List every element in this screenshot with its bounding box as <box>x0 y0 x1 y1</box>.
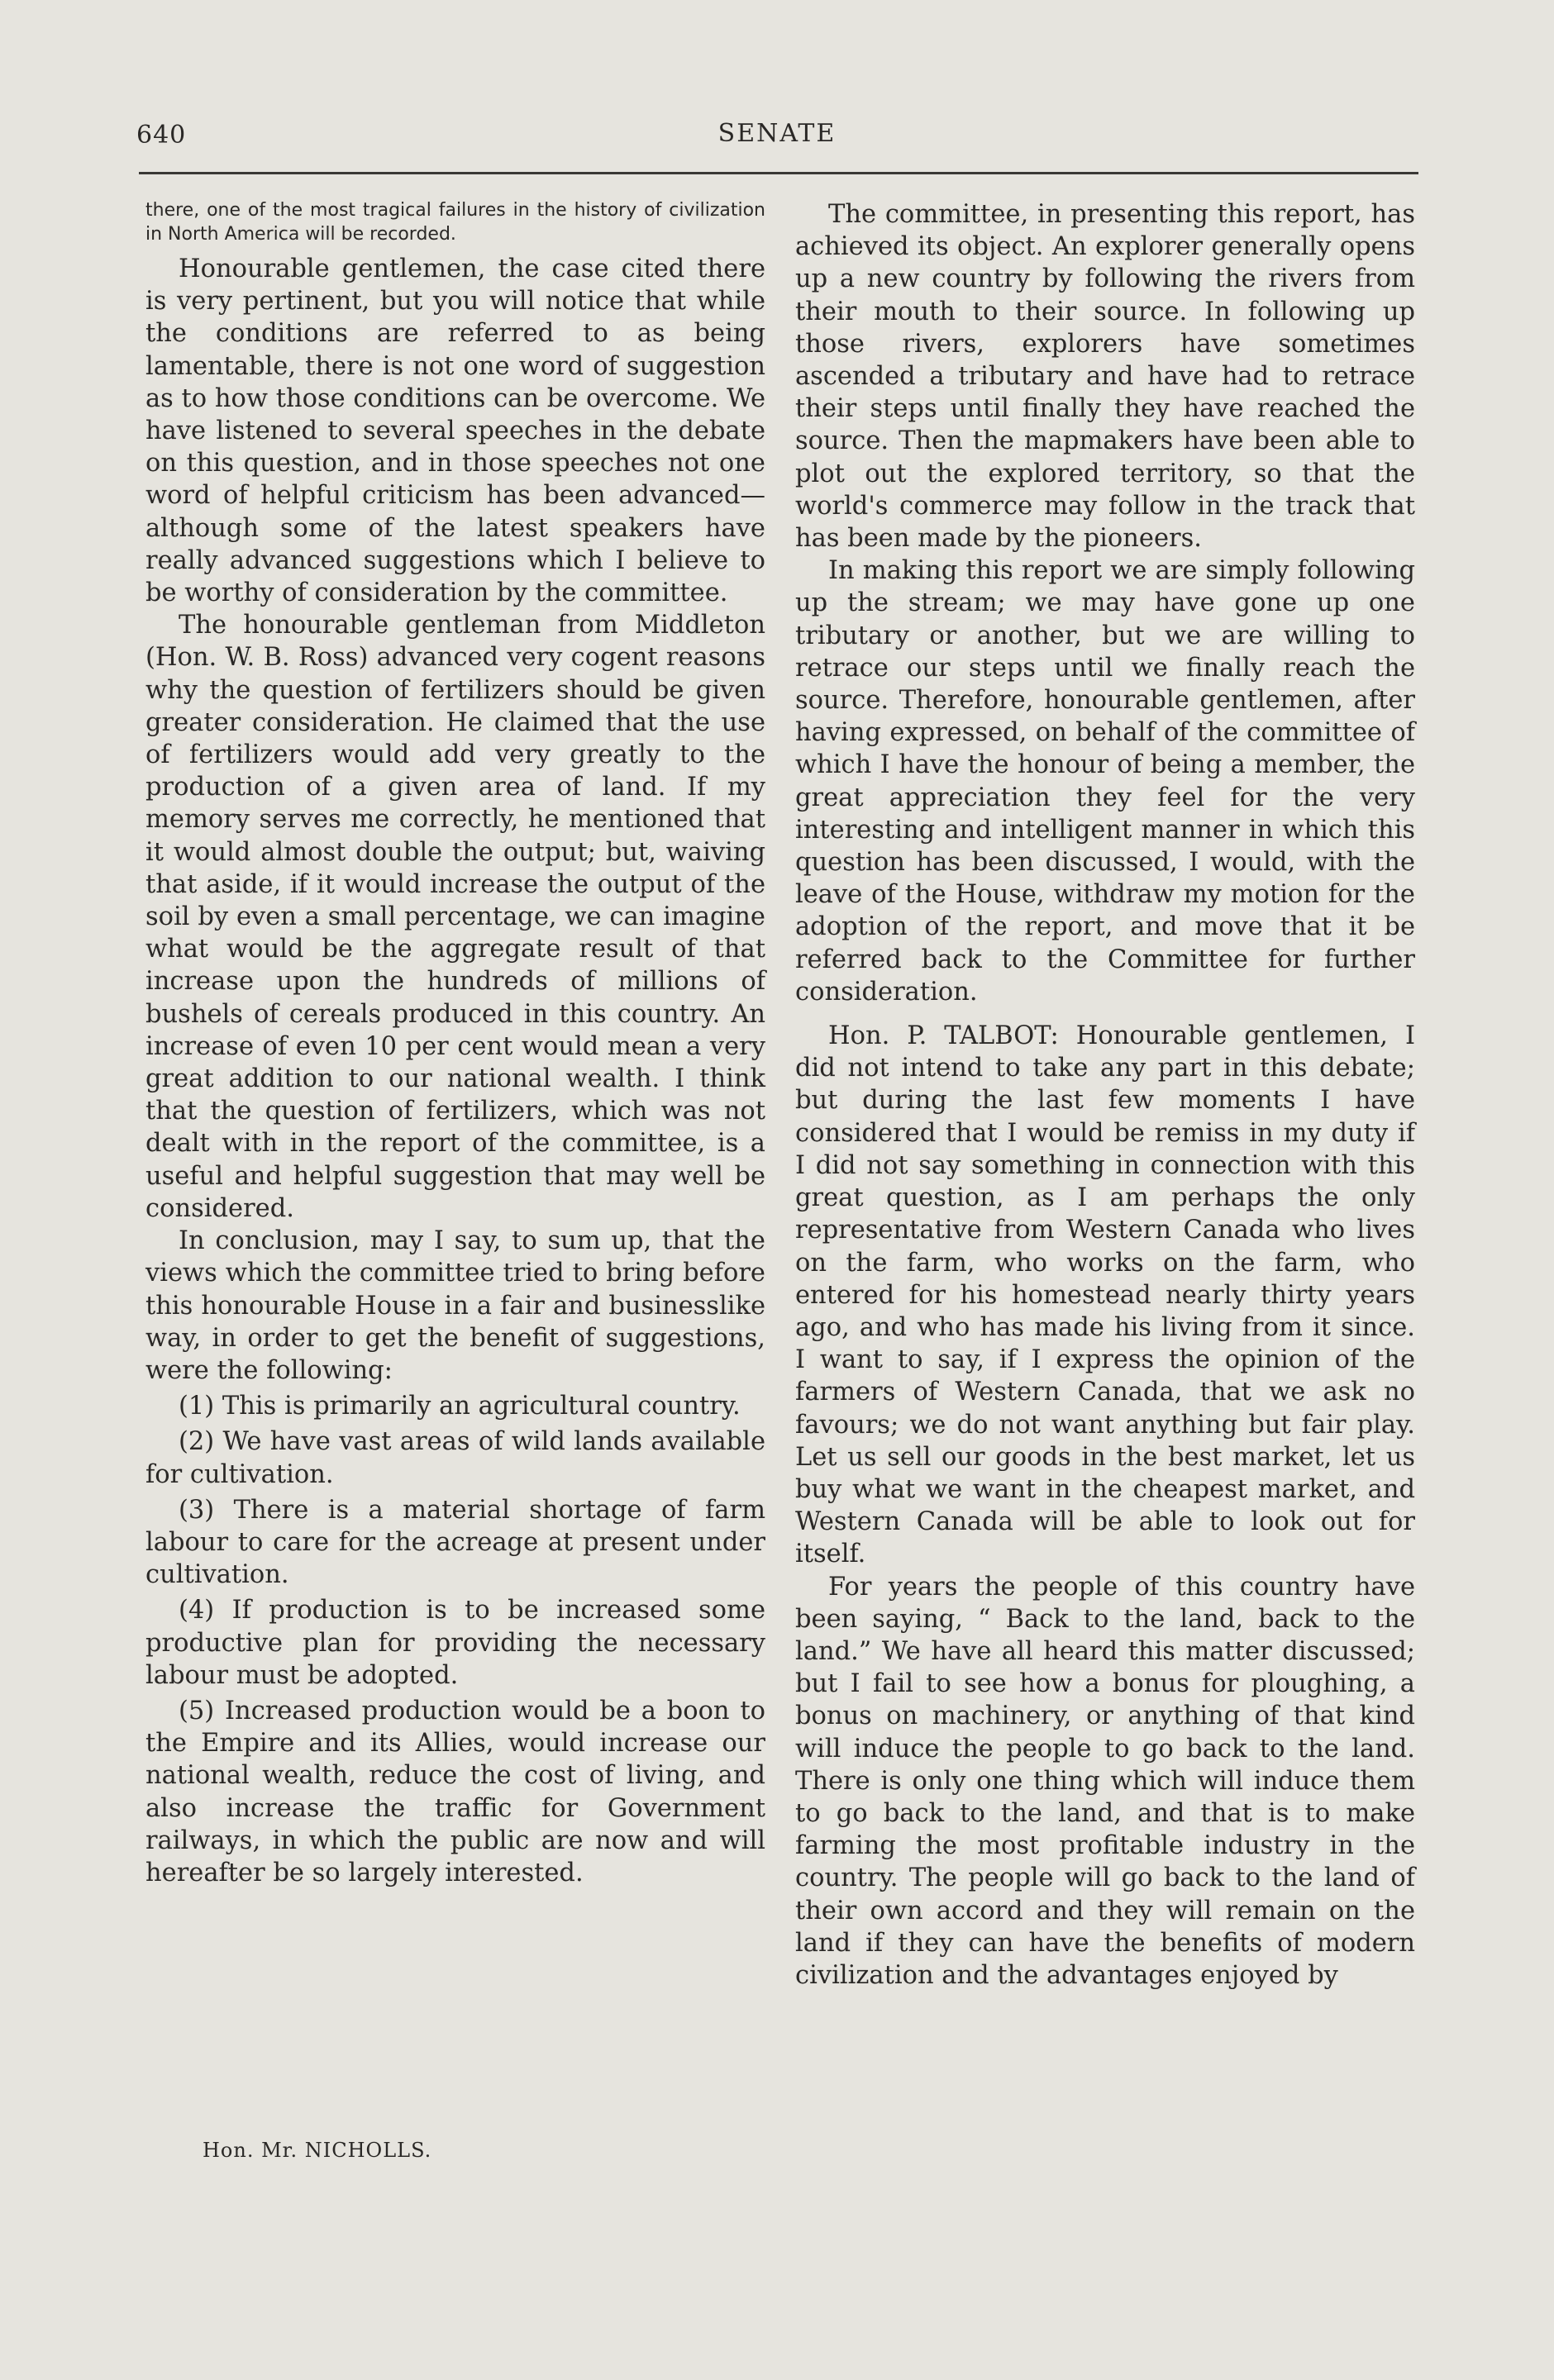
talbot-speech-opening: Hon. P. TALBOT: Honourable gentlemen, I did not intend to take any part in this debate; but during the last few moments I have considered that I would be remiss in my duty if I did not say something in connection with this great question, as I am perhaps the only representative from Western Canada who lives on the farm, who works on the farm, who entered for his homestead nearly thirty years ago, and who has made his living from it since. I want to say, if I express the opinion of the farmers of Western Canada, that we ask no favours; we do not want anything but fair play. Let us sell our goods in the best market, let us buy what we want in the cheapest market, and Western Canada will be able to look out for itself. <box>795 1021 1415 1569</box>
list-item: (1) This is primarily an agricultural country. <box>179 1392 741 1421</box>
right-paragraph: In making this report we are simply following up the stream; we may have gone up one tributary or another, but we are willing to retrace our steps until we finally reach the source. Therefore, honourable gentlemen, after having expressed, on behalf of the committee of which I have the honour of being a member, the great appreciation they feel for the very interesting and intelligent manner in which this question has been discussed, I would, with the leave of the House, withdraw my motion for the adoption of the report, and move that it be referred back to the Committee for further consideration. <box>795 556 1415 1007</box>
left-intro-paragraph: there, one of the most tragical failures in the history of civilization in North America will be recorded. <box>145 200 765 245</box>
left-column <box>145 198 765 1889</box>
page-title: SENATE <box>717 119 837 148</box>
left-paragraph: The honourable gentleman from Middleton (Hon. W. B. Ross) advanced very cogent reasons why the question of fertilizers should be given greater consideration. He claimed that the use of fertilizers would add very greatly to the production of a given area of land. If my memory serves me correctly, he mentioned that it would almost double the output; but, waiving that aside, if it would increase the output of the soil by even a small percentage, we can imagine what would be the aggregate result of that increase upon the hundreds of millions of bushels of cereals produced in this country. An increase of even 10 per cent would mean a very great addition to our national wealth. I think that the question of fertilizers, which was not dealt with in the report of the committee, is a useful and helpful suggestion that may well be considered. <box>145 611 765 1223</box>
right-paragraph: The committee, in presenting this report, has achieved its object. An explorer generally opens up a new country by following the rivers from their mouth to their source. In following up those rivers, explorers have sometimes ascended a tributary and have had to retrace their steps until finally they have reached the source. Then the mapmakers have been able to plot out the explored territory, so that the world's commerce may follow in the track that has been made by the pioneers. <box>795 200 1415 554</box>
page-number: 640 <box>136 121 187 150</box>
list-item: (4) If production is to be increased some productive plan for providing the necessary labour must be adopted. <box>145 1596 765 1690</box>
list-item: (2) We have vast areas of wild lands available for cultivation. <box>145 1427 765 1489</box>
left-paragraph: In conclusion, may I say, to sum up, that the views which the committee tried to bring before this honourable House in a fair and businesslike way, in order to get the benefit of suggestions, were the following: <box>145 1226 765 1385</box>
talbot-speech-paragraph: For years the people of this country have been saying, “ Back to the land, back to the land.” We have all heard this matter discussed; but I fail to see how a bonus for ploughing, a bonus on machinery, or anything of that kind will induce the people to go back to the land. There is only one thing which will induce them to go back to the land, and that is to make farming the most profitable industry in the country. The people will go back to the land of their own accord and they will remain on the land if they can have the benefits of modern civilization and the advantages enjoyed by <box>795 1572 1415 1990</box>
right-column <box>795 198 1415 1992</box>
header-rule <box>139 172 1418 174</box>
list-item: (5) Increased production would be a boon to the Empire and its Allies, would increase our national wealth, reduce the cost of living, and also increase the traffic for Government railways, in which the public are now and will hereafter be so largely interested. <box>145 1696 765 1887</box>
left-paragraph: Honourable gentlemen, the case cited there is very pertinent, but you will notice that while the conditions are referred to as being lamentable, there is not one word of suggestion as to how those conditions can be overcome. We have listened to several speeches in the debate on this question, and in those speeches not one word of helpful criticism has been advanced—although some of the latest speakers have really advanced suggestions which I believe to be worthy of consideration by the committee. <box>145 255 765 608</box>
running-footer: Hon. Mr. NICHOLLS. <box>203 2139 432 2162</box>
list-item: (3) There is a material shortage of farm labour to care for the acreage at present under cultivation. <box>145 1495 765 1590</box>
